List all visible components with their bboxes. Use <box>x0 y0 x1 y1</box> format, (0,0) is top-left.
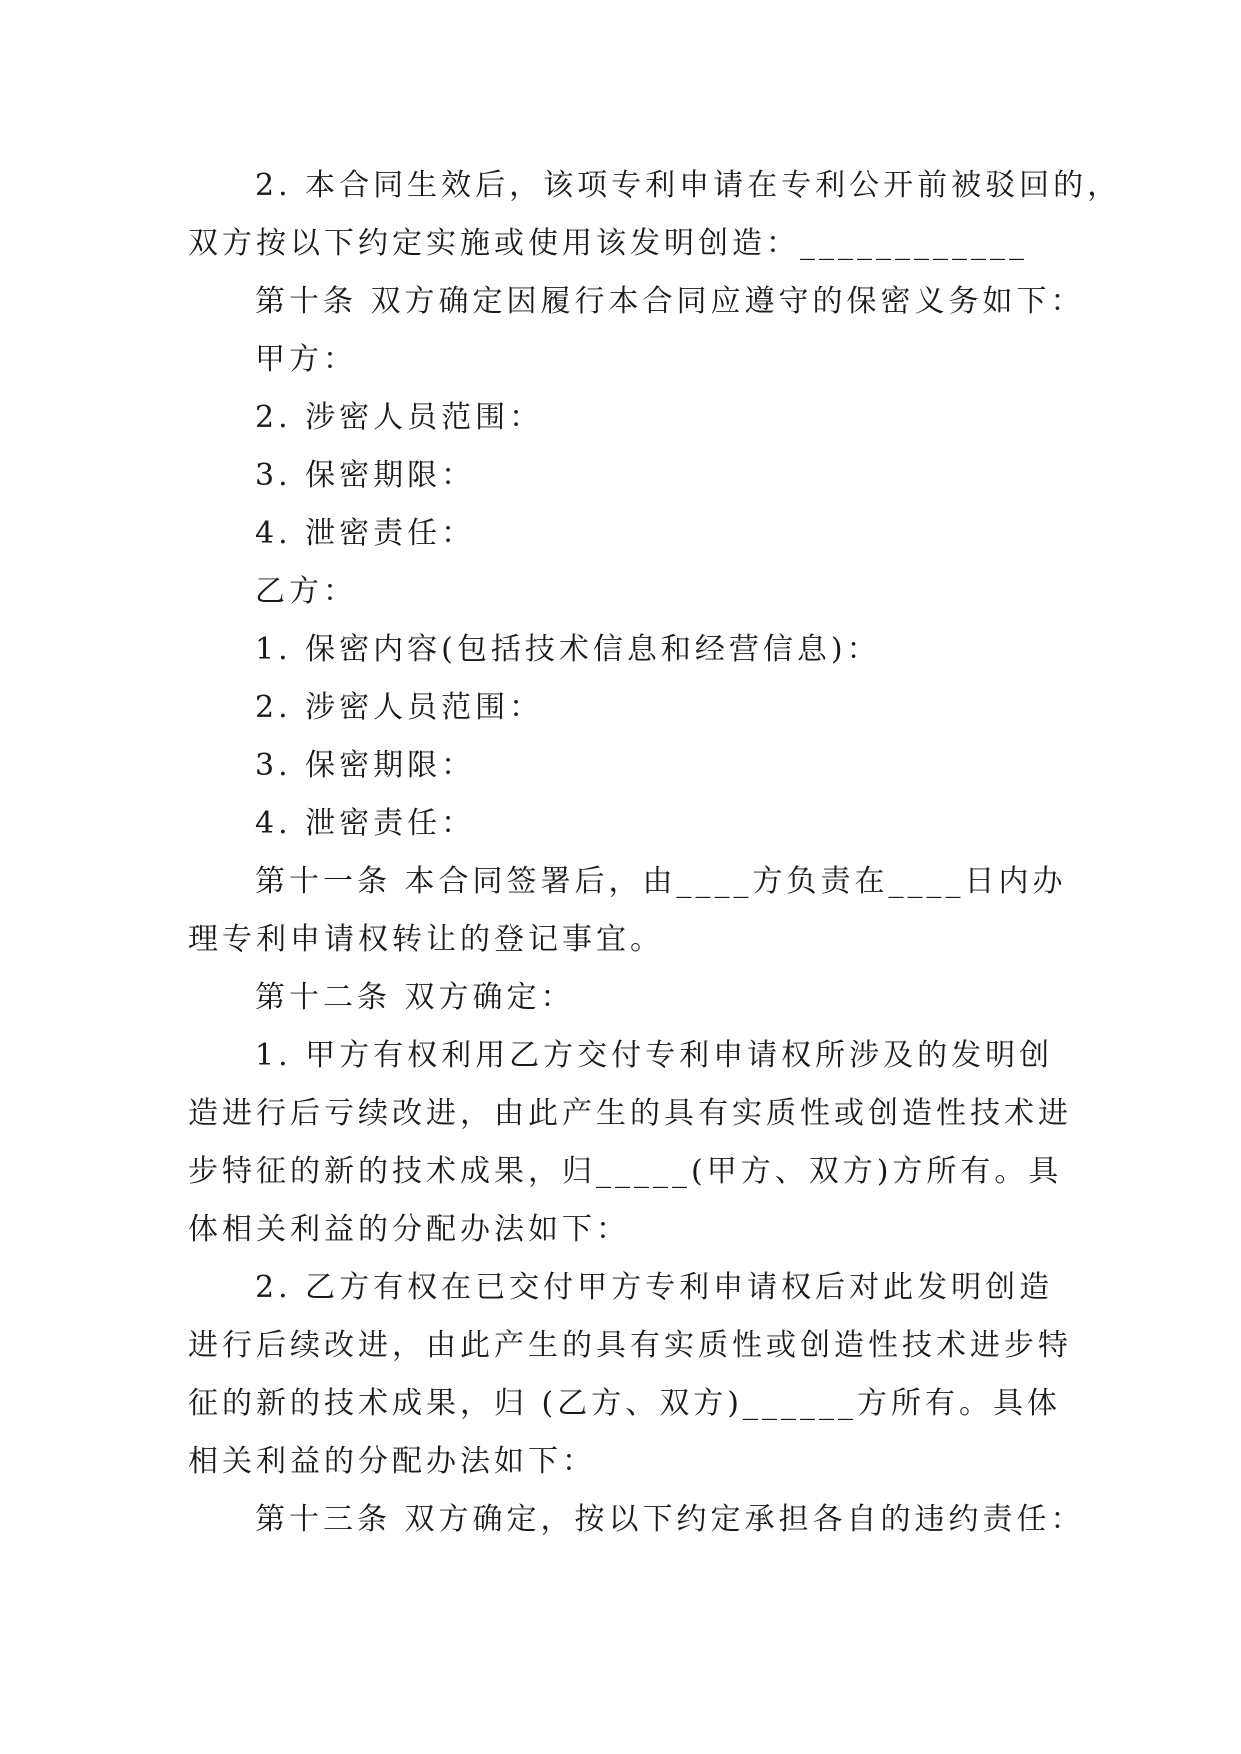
paragraph-line: 相关利益的分配办法如下： <box>188 1444 596 1479</box>
paragraph-line: 造进行后亏续改进，由此产生的具有实质性或创造性技术进 <box>188 1096 1072 1131</box>
clause-heading-10: 第十条 双方确定因履行本合同应遵守的保密义务如下： <box>255 284 1085 319</box>
paragraph-line: 体相关利益的分配办法如下： <box>188 1212 630 1247</box>
list-item: 3. 保密期限： <box>255 748 476 783</box>
list-item: 2. 涉密人员范围： <box>255 400 544 435</box>
paragraph-line: 2. 本合同生效后，该项专利申请在专利公开前被驳回的， <box>255 168 1122 203</box>
paragraph-line: 理专利申请权转让的登记事宜。 <box>188 922 664 957</box>
paragraph-line: 步特征的新的技术成果，归_____(甲方、双方)方所有。具 <box>188 1154 1063 1189</box>
party-b-label: 乙方： <box>255 574 357 609</box>
list-item: 1. 保密内容(包括技术信息和经营信息)： <box>255 632 881 667</box>
list-item: 4. 泄密责任： <box>255 516 476 551</box>
list-item: 3. 保密期限： <box>255 458 476 493</box>
clause-heading-12: 第十二条 双方确定： <box>255 980 575 1015</box>
paragraph-line: 双方按以下约定实施或使用该发明创造：____________ <box>188 226 1028 261</box>
paragraph-line: 1. 甲方有权利用乙方交付专利申请权所涉及的发明创 <box>255 1038 1054 1073</box>
paragraph-line: 征的新的技术成果，归 (乙方、双方)______方所有。具体 <box>188 1386 1061 1421</box>
party-a-label: 甲方： <box>255 342 357 377</box>
paragraph-line: 2. 乙方有权在已交付甲方专利申请权后对此发明创造 <box>255 1270 1054 1305</box>
clause-heading-11: 第十一条 本合同签署后，由____方负责在____日内办 <box>255 864 1067 899</box>
clause-heading-13: 第十三条 双方确定，按以下约定承担各自的违约责任： <box>255 1502 1085 1537</box>
list-item: 4. 泄密责任： <box>255 806 476 841</box>
list-item: 2. 涉密人员范围： <box>255 690 544 725</box>
paragraph-line: 进行后续改进，由此产生的具有实质性或创造性技术进步特 <box>188 1328 1072 1363</box>
